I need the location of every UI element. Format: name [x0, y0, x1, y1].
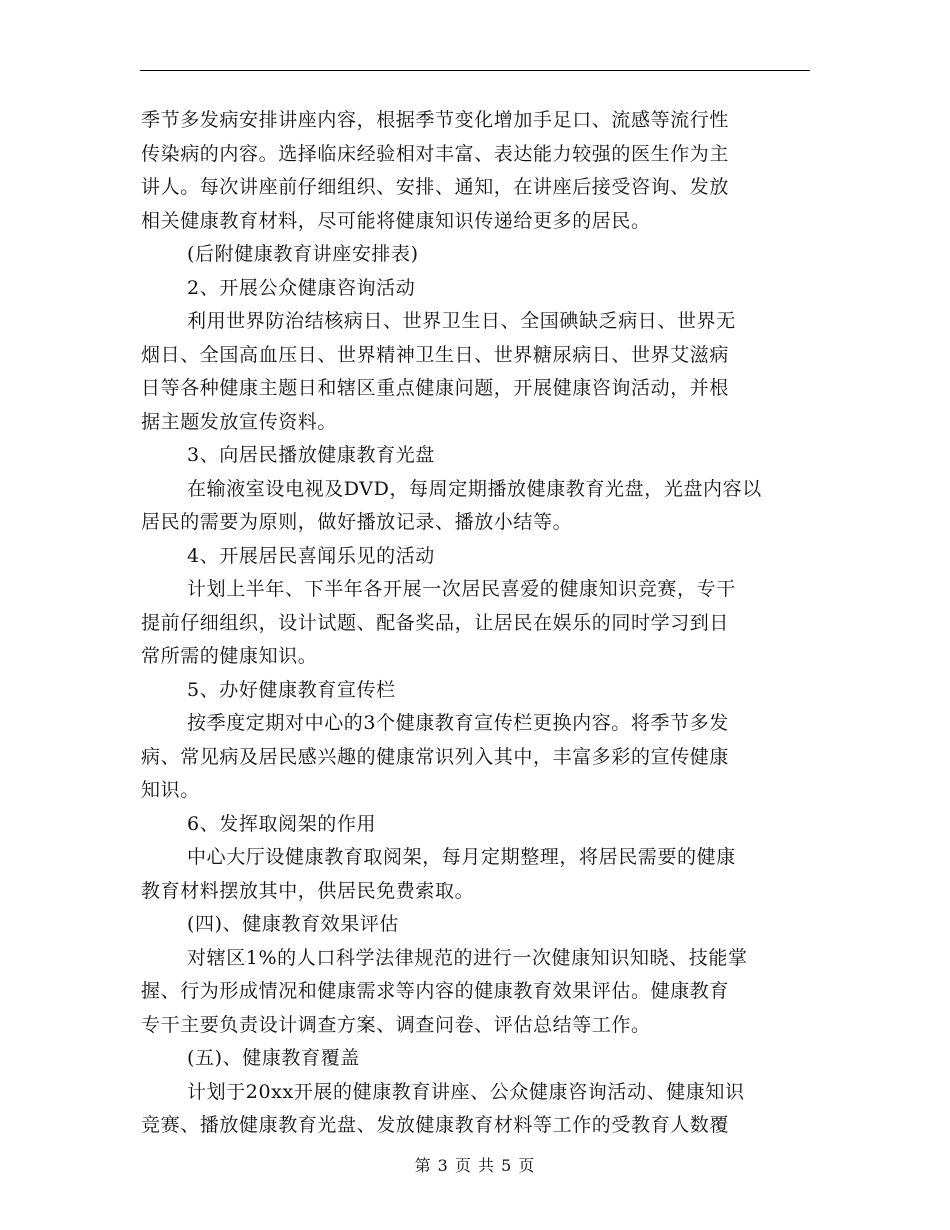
text-line: 居民的需要为原则，做好播放记录、播放小结等。 — [141, 511, 573, 533]
text-line: 5、办好健康教育宣传栏 — [187, 678, 396, 701]
text-line: 提前仔细组织，设计试题、配备奖品，让居民在娱乐的同时学习到日 — [141, 611, 730, 634]
text-line: 烟日、全国高血压日、世界精神卫生日、世界糖尿病日、世界艾滋病 — [141, 343, 730, 366]
text-line: 季节多发病安排讲座内容，根据季节变化增加手足口、流感等流行性 — [141, 109, 730, 131]
text-line: 4、开展居民喜闻乐见的活动 — [187, 544, 435, 567]
document-body — [141, 104, 813, 1143]
header-rule — [140, 70, 810, 71]
text-line: 相关健康教育材料，尽可能将健康知识传递给更多的居民。 — [141, 209, 651, 232]
text-line: 讲人。每次讲座前仔细组织、安排、通知，在讲座后接受咨询、发放 — [141, 176, 730, 198]
text-line: 病、常见病及居民感兴趣的健康常识列入其中，丰富多彩的宣传健康 — [141, 745, 730, 768]
text-line: 传染病的内容。选择临床经验相对丰富、表达能力较强的医生作为主 — [141, 142, 730, 165]
text-line: 日等各种健康主题日和辖区重点健康问题，开展健康咨询活动，并根 — [141, 377, 730, 399]
text-line: 3、向居民播放健康教育光盘 — [187, 444, 435, 466]
text-line: 专干主要负责设计调查方案、调查问卷、评估总结等工作。 — [141, 1013, 651, 1036]
text-line: (后附健康教育讲座安排表) — [187, 243, 419, 265]
text-line: (五)、健康教育覆盖 — [187, 1047, 360, 1069]
text-line: 6、发挥取阅架的作用 — [187, 812, 377, 835]
text-line: 按季度定期对中心的3个健康教育宣传栏更换内容。将季节多发 — [187, 712, 729, 734]
text-line: 据主题发放宣传资料。 — [141, 410, 338, 433]
text-line: 知识。 — [141, 779, 200, 801]
text-line: 中心大厅设健康教育取阅架，每月定期整理，将居民需要的健康 — [187, 846, 736, 868]
text-line: (四)、健康教育效果评估 — [187, 913, 400, 935]
text-line: 对辖区1%的人口科学法律规范的进行一次健康知识知晓、技能掌 — [187, 946, 748, 969]
text-line: 握、行为形成情况和健康需求等内容的健康教育效果评估。健康教育 — [141, 980, 730, 1002]
text-line: 计划于20xx开展的健康教育讲座、公众健康咨询活动、健康知识 — [187, 1080, 745, 1103]
text-line: 利用世界防治结核病日、世界卫生日、全国碘缺乏病日、世界无 — [187, 310, 736, 332]
text-line: 2、开展公众健康咨询活动 — [187, 276, 416, 299]
text-line: 在输液室设电视及DVD，每周定期播放健康教育光盘，光盘内容以 — [187, 477, 762, 500]
page-footer: 第 3 页 共 5 页 — [414, 1156, 536, 1175]
text-line: 计划上半年、下半年各开展一次居民喜爱的健康知识竞赛，专干 — [187, 578, 736, 600]
text-line: 教育材料摆放其中，供居民免费索取。 — [141, 879, 475, 902]
text-line: 常所需的健康知识。 — [141, 645, 318, 667]
text-line: 竞赛、播放健康教育光盘、发放健康教育材料等工作的受教育人数覆 — [141, 1114, 730, 1136]
